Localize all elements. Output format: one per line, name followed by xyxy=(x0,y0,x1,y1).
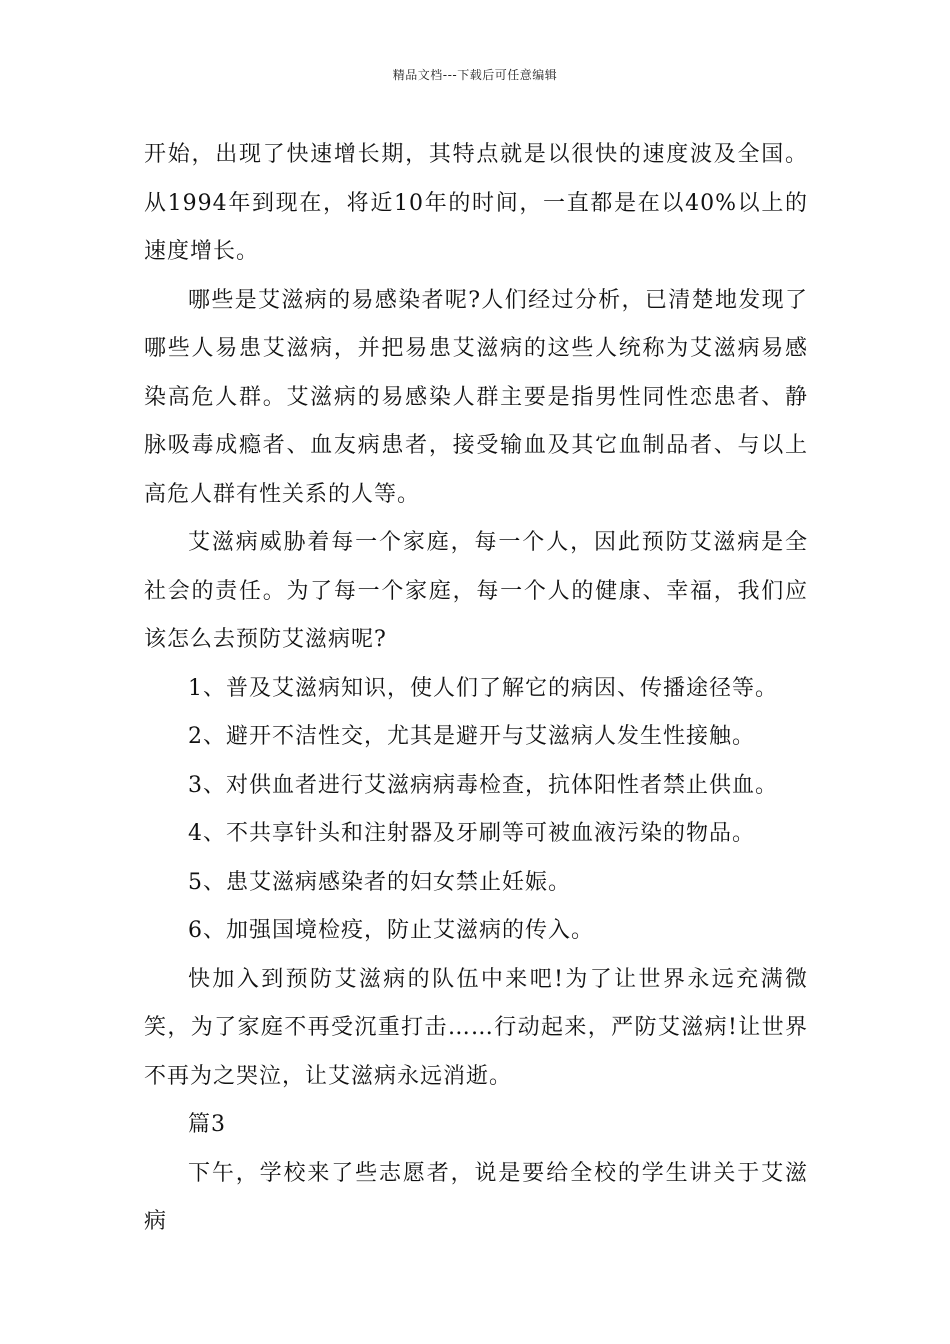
list-item: 4、不共享针头和注射器及牙刷等可被血液污染的物品。 xyxy=(188,821,755,846)
paragraph-closing: 快加入到预防艾滋病的队伍中来吧!为了让世界永远充满微笑，为了家庭不再受沉重打击……行动起来，严防艾滋病!让世界不再为之哭泣，让艾滋病永远消逝。 xyxy=(144,966,808,1089)
section-title: 篇3 xyxy=(188,1112,226,1137)
list-item: 5、患艾滋病感染者的妇女禁止妊娠。 xyxy=(188,869,571,895)
list-item: 6、加强国境检疫，防止艾滋病的传入。 xyxy=(188,918,594,943)
list-item: 2、避开不洁性交，尤其是避开与艾滋病人发生性接触。 xyxy=(188,724,755,749)
prevention-list xyxy=(144,665,808,956)
paragraph-social-responsibility: 艾滋病威胁着每一个家庭，每一个人，因此预防艾滋病是全社会的责任。为了每一个家庭，每一个人的健康、幸福，我们应该怎么去预防艾滋病呢? xyxy=(144,530,808,652)
page-header: 精品文档---下载后可任意编辑 xyxy=(392,68,558,82)
paragraph-high-risk-groups: 哪些是艾滋病的易感染者呢?人们经过分析，已清楚地发现了哪些人易患艾滋病，并把易患艾滋病的这些人统称为艾滋病易感染高危人群。艾滋病的易感染人群主要是指男性同性恋患者、静脉吸毒成瘾者、血友病患者，接受输血及其它血制品者、与以上高危人群有性关系的人等。 xyxy=(144,287,808,507)
paragraph-next-section: 下午，学校来了些志愿者，说是要给全校的学生讲关于艾滋病 xyxy=(144,1160,808,1234)
list-item: 1、普及艾滋病知识，使人们了解它的病因、传播途径等。 xyxy=(188,675,778,701)
paragraph-growth: 开始，出现了快速增长期，其特点就是以很快的速度波及全国。从1994年到现在，将近10年的时间，一直都是在以40%以上的速度增长。 xyxy=(144,142,808,264)
document-body xyxy=(144,131,808,1247)
list-item: 3、对供血者进行艾滋病病毒检查，抗体阳性者禁止供血。 xyxy=(188,772,778,798)
